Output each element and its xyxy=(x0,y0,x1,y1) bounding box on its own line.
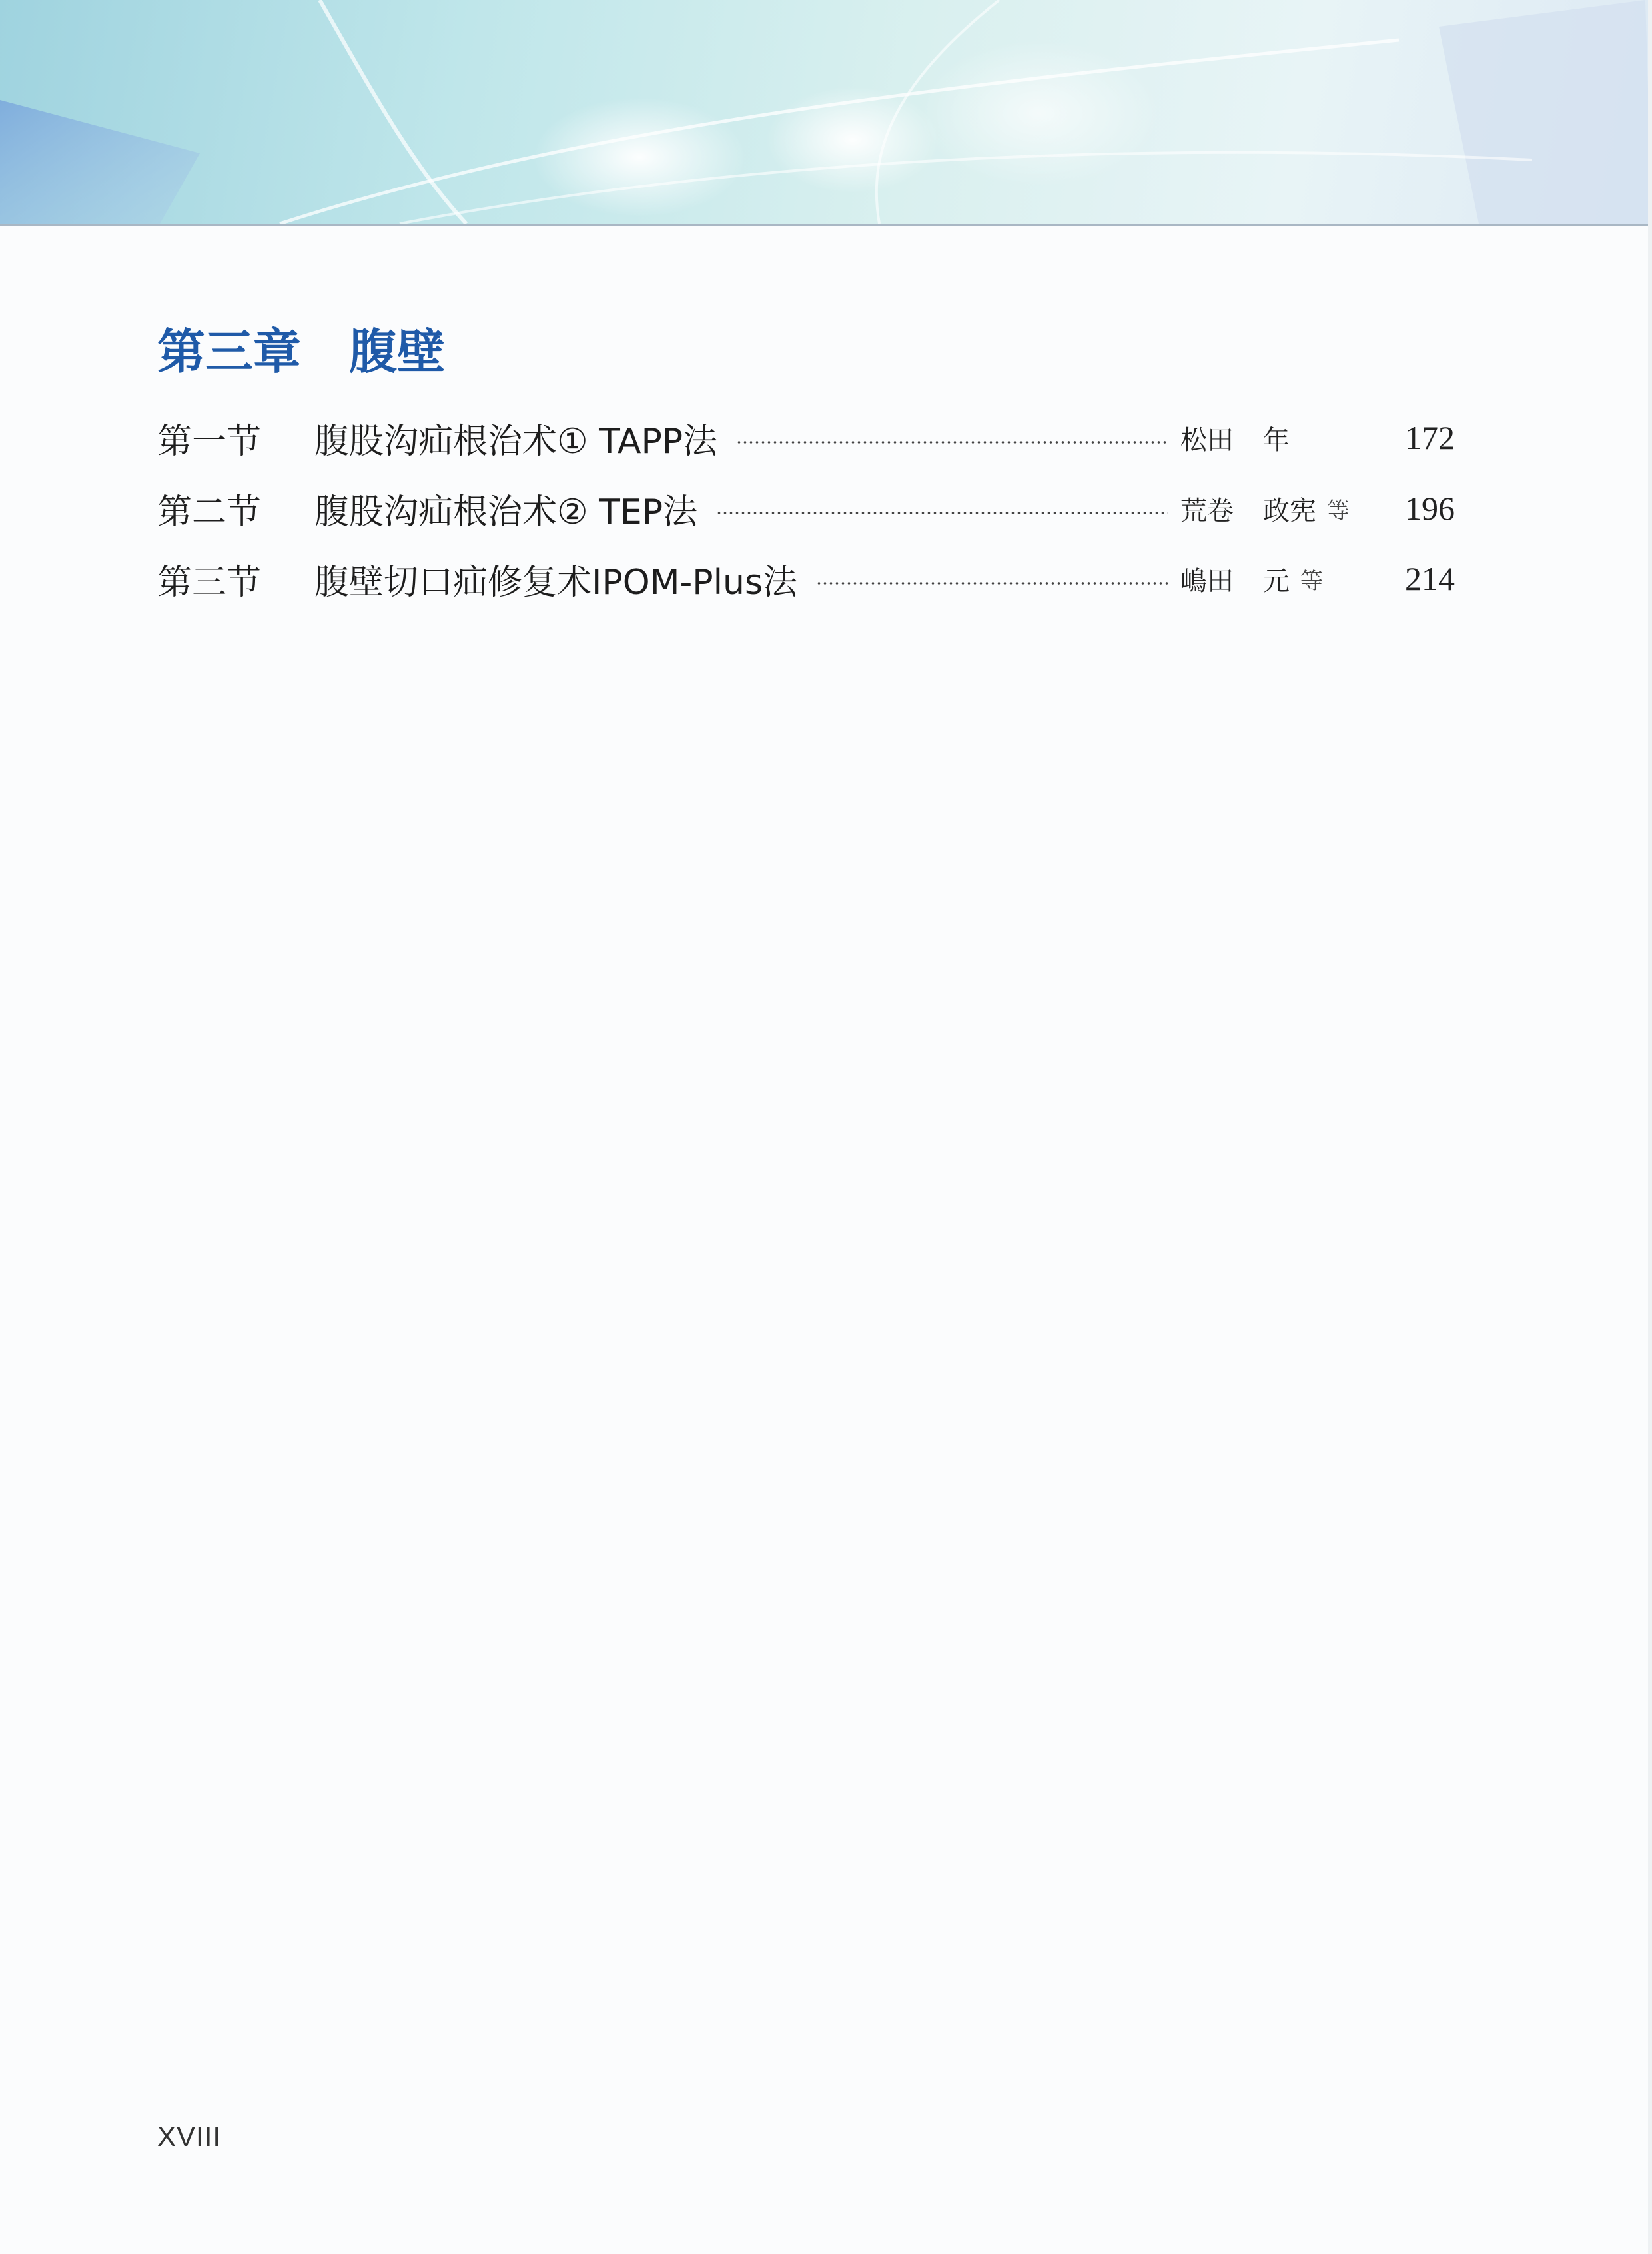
author-surname: 松田 xyxy=(1180,424,1234,456)
dot-leader xyxy=(716,512,1168,514)
section-title: 腹壁切口疝修复术IPOM-Plus法 xyxy=(314,562,798,603)
author-given-name: 年 xyxy=(1263,424,1290,456)
section-number: 第一节 xyxy=(157,421,262,462)
folio-page-number: XVIII xyxy=(157,2121,222,2152)
section-author xyxy=(1180,560,1395,598)
section-title: 腹股沟疝根治术② TEP法 xyxy=(314,492,698,532)
section-number: 第三节 xyxy=(157,562,262,603)
section-author xyxy=(1180,419,1395,457)
chapter-name: 腹壁 xyxy=(349,324,446,380)
section-author xyxy=(1180,490,1395,528)
page-edge-strip xyxy=(1648,0,1652,2254)
banner-divider xyxy=(0,224,1652,226)
chapter-number: 第三章 xyxy=(157,324,302,380)
toc-entry[interactable] xyxy=(157,402,1455,473)
section-number: 第二节 xyxy=(157,492,262,532)
page-number: 172 xyxy=(1405,419,1455,456)
author-given-name: 政宪 xyxy=(1263,495,1316,526)
dot-leader xyxy=(736,441,1168,444)
author-et-al: 等 xyxy=(1327,497,1350,524)
author-et-al: 等 xyxy=(1300,567,1323,595)
toc-entry[interactable] xyxy=(157,473,1455,544)
page-number: 196 xyxy=(1405,490,1455,527)
section-title: 腹股沟疝根治术① TAPP法 xyxy=(314,421,718,462)
header-banner xyxy=(0,0,1652,224)
table-of-contents xyxy=(157,402,1455,614)
author-given-name: 元 xyxy=(1263,565,1290,597)
page-number: 214 xyxy=(1405,560,1455,597)
chapter-heading xyxy=(157,318,445,385)
author-surname: 嶋田 xyxy=(1180,565,1234,597)
toc-entry[interactable] xyxy=(157,544,1455,614)
author-surname: 荒卷 xyxy=(1180,495,1234,526)
banner-decoration xyxy=(0,0,1652,224)
dot-leader xyxy=(816,582,1168,585)
